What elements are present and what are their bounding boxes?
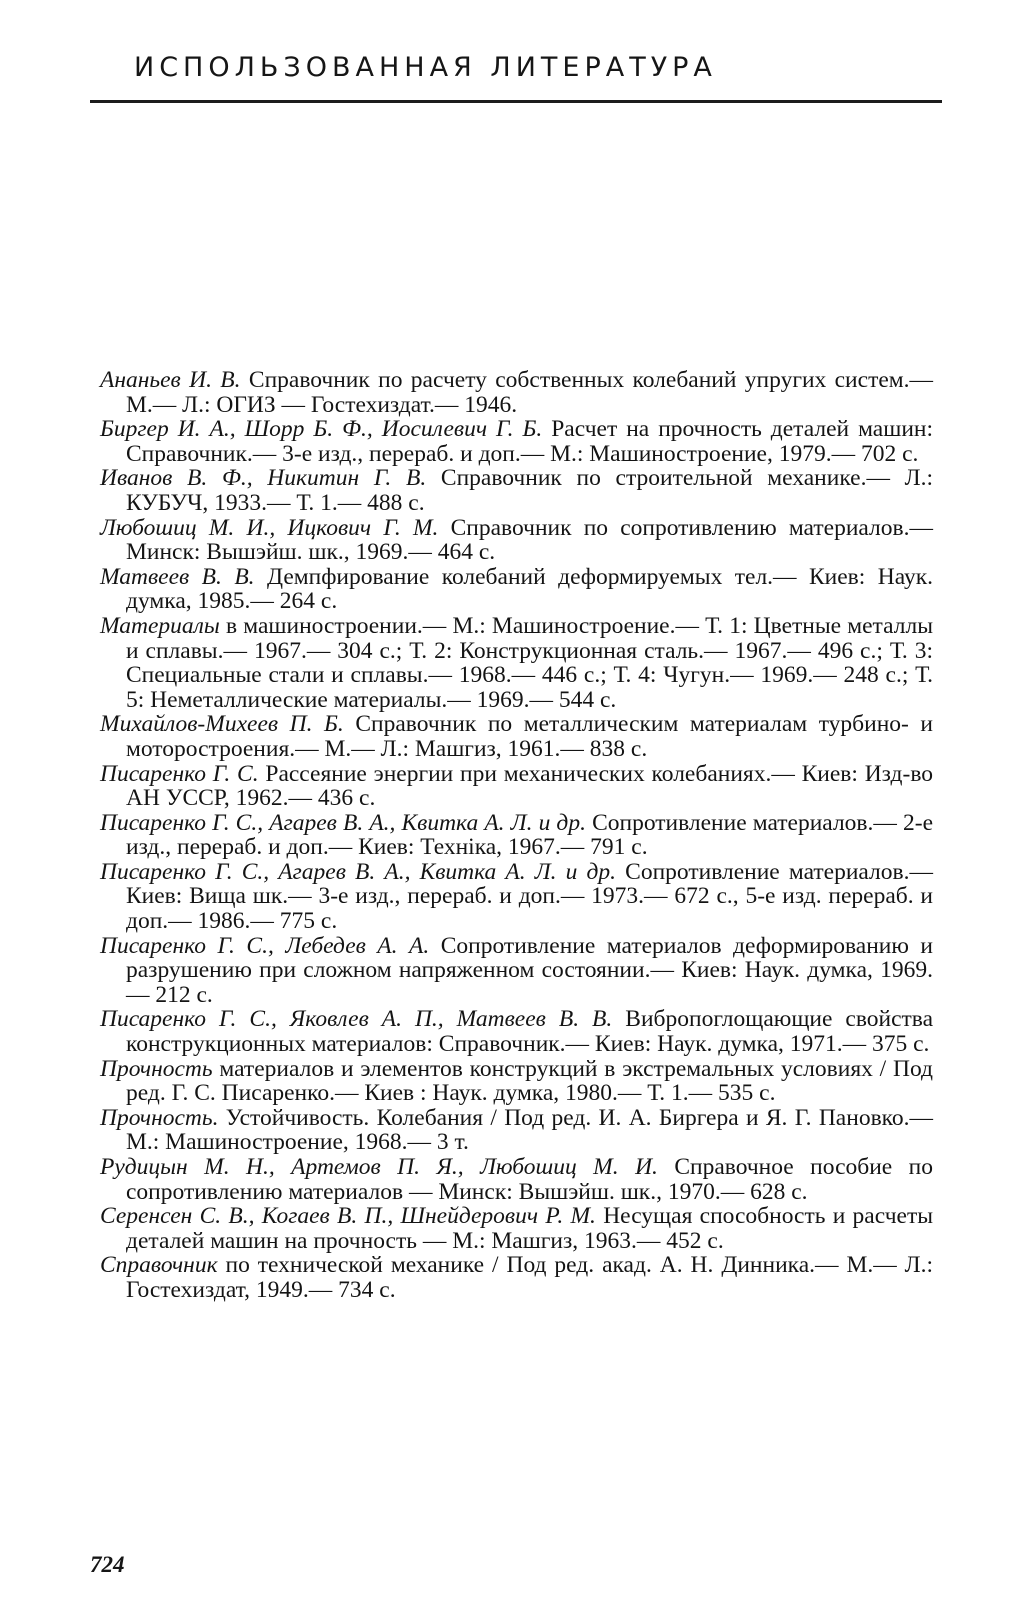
reference-authors: Писаренко Г. С.: [100, 760, 259, 787]
reference-authors: Ананьев И. В.: [100, 367, 241, 393]
reference-authors: Прочность: [100, 1055, 213, 1082]
reference-authors: Любошиц М. И., Ицкович Г. М.: [100, 514, 439, 541]
reference-text: Несущая способность и расчеты деталей машин на прочность — М.: Машгиз, 1963.— 452 с.: [126, 1203, 934, 1254]
reference-text: Сопротивление материалов.— Киев: Вища шк.— 3-е изд., перераб. и доп.— 1973.— 672 с., 5-е изд. перераб. и доп.— 1986.— 775 с.: [126, 858, 933, 935]
reference-authors: Иванов В. Ф., Никитин Г. В.: [100, 465, 427, 492]
reference-text: Справочное пособие по сопротивлению материалов — Минск: Вышэйш. шк., 1970.— 628 с.: [126, 1154, 933, 1205]
reference-item: [100, 1106, 933, 1155]
reference-list: [100, 368, 933, 1303]
reference-text: материалов и элементов конструкций в экстремальных условиях / Под ред. Г. С. Писаренко.— Киев : Наук. думка, 1980.— Т. 1.— 535 с.: [126, 1055, 934, 1107]
reference-item: [100, 368, 933, 417]
reference-item: [100, 466, 933, 515]
reference-text: Вибропоглощающие свойства конструкционных материалов: Справочник.— Киев: Наук. думка, 1971.— 375 с.: [126, 1006, 934, 1058]
reference-authors: Писаренко Г. С., Агарев В. А., Квитка А. Л. и др.: [100, 809, 586, 836]
reference-item: [100, 712, 933, 761]
reference-authors: Писаренко Г. С., Агарев В. А., Квитка А. Л. и др.: [100, 858, 617, 885]
reference-item: [100, 614, 933, 712]
reference-text: Сопротивление материалов деформированию и разрушению при сложном напряженном состоянии.— Киев: Наук. думка, 1969.— 212 с.: [126, 932, 933, 1008]
page-number: 724: [90, 1552, 125, 1577]
reference-text: Справочник по расчету собственных колебаний упругих систем.— М.— Л.: ОГИЗ — Гостехиздат.— 1946.: [126, 367, 934, 418]
reference-item: [100, 417, 933, 466]
reference-item: [100, 565, 933, 614]
reference-item: [100, 1204, 933, 1253]
reference-text: Справочник по сопротивлению материалов.— Минск: Вышэйш. шк., 1969.— 464 с.: [126, 514, 933, 566]
reference-item: [100, 1253, 933, 1302]
reference-authors: Серенсен С. В., Когаев В. П., Шнейдерович Р. М.: [100, 1203, 596, 1230]
reference-text: Демпфирование колебаний деформируемых тел.— Киев: Наук. думка, 1985.— 264 с.: [126, 563, 933, 615]
reference-text: Справочник по строительной механике.— Л.: КУБУЧ, 1933.— Т. 1.— 488 с.: [126, 465, 933, 516]
reference-item: [100, 1155, 933, 1204]
reference-authors: Писаренко Г. С., Лебедев А. А.: [100, 932, 430, 959]
reference-item: [100, 860, 933, 934]
reference-text: Рассеяние энергии при механических колебаниях.— Киев: Изд-во АН УССР, 1962.— 436 с.: [126, 760, 933, 812]
reference-authors: Михайлов-Михеев П. Б.: [100, 711, 344, 738]
reference-item: [100, 1007, 933, 1056]
reference-authors: Прочность.: [100, 1104, 219, 1131]
reference-authors: Писаренко Г. С., Яковлев А. П., Матвеев В. В.: [100, 1006, 613, 1033]
reference-text: по технической механике / Под ред. акад. А. Н. Динника.— М.— Л.: Гостехиздат, 1949.— 734 с.: [126, 1252, 934, 1303]
reference-item: [100, 762, 933, 811]
reference-text: Устойчивость. Колебания / Под ред. И. А. Биргера и Я. Г. Пановко.— М.: Машиностроение, 1968.— 3 т.: [126, 1104, 934, 1156]
section-title: ИСПОЛЬЗОВАННАЯ ЛИТЕРАТУРА: [134, 52, 717, 83]
reference-authors: Биргер И. А., Шорр Б. Ф., Иосилевич Г. Б.: [100, 416, 543, 443]
reference-text: Справочник по металлическим материалам турбино- и моторостроения.— М.— Л.: Машгиз, 1961.— 838 с.: [126, 711, 933, 762]
reference-authors: Материалы: [100, 612, 220, 639]
reference-text: в машиностроении.— М.: Машиностроение.— Т. 1: Цветные металлы и сплавы.— 1967.— 304 с.; Т. 2: Конструкционная сталь.— 1967.— 496 с.; Т. 3: Специальные стали и сплавы.— 1968.— 446 с.; Т. 4: Чугун.— 1969.— 248 с.; Т. 5: Неметаллические материалы.— 1969.— 544 с.: [126, 612, 933, 713]
reference-text: Сопротивление материалов.— 2-е изд., перераб. и доп.— Киев: Техніка, 1967.— 791 с.: [126, 809, 934, 861]
reference-item: [100, 934, 933, 1008]
title-divider: [90, 100, 942, 103]
reference-authors: Справочник: [100, 1252, 218, 1279]
reference-item: [100, 811, 933, 860]
reference-item: [100, 516, 933, 565]
reference-authors: Матвеев В. В.: [100, 563, 255, 590]
reference-authors: Рудицын М. Н., Артемов П. Я., Любошиц М. И.: [100, 1154, 658, 1180]
reference-text: Расчет на прочность деталей машин: Справочник.— 3-е изд., перераб. и доп.— М.: Машиностроение, 1979.— 702 с.: [126, 416, 934, 467]
reference-item: [100, 1057, 933, 1106]
